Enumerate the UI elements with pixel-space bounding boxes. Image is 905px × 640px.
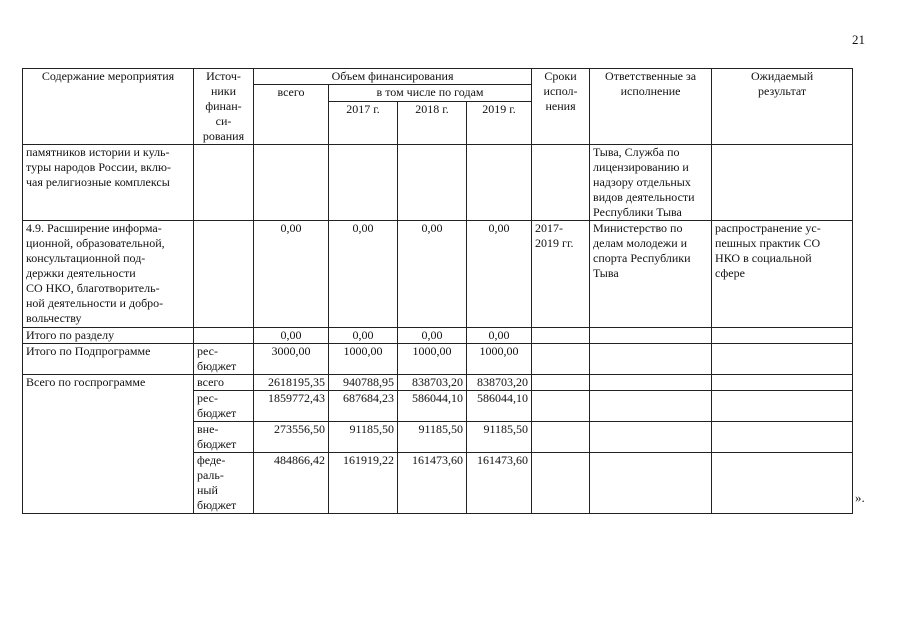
cell-2017: 91185,50: [329, 422, 398, 453]
cell-content: Итого по разделу: [23, 328, 194, 344]
cell-content: памятников истории и куль- туры народов России, вклю- чая религиозные комплексы: [23, 145, 194, 221]
header-terms: Сроки испол- нения: [532, 69, 590, 145]
cell-content: 4.9. Расширение информа- ционной, образовательной, консультационной под- держки деятельности СО НКО, благотворитель- ной деятельности и добро- вольчеству: [23, 221, 194, 328]
cell-source: феде- раль- ный бюджет: [194, 453, 254, 514]
cell-total: 1859772,43: [254, 391, 329, 422]
financing-table: [22, 68, 853, 514]
header-content: Содержание мероприятия: [23, 69, 194, 145]
table-row-program-total: [23, 375, 853, 391]
cell-2019: 1000,00: [467, 344, 532, 375]
cell-2019: 838703,20: [467, 375, 532, 391]
cell-2018: 838703,20: [398, 375, 467, 391]
header-year-2019: 2019 г.: [467, 102, 532, 145]
cell-2019: 0,00: [467, 328, 532, 344]
table-row-item-4-9: [23, 221, 853, 328]
header-source: Источ- ники финан- си- рования: [194, 69, 254, 145]
cell-2019: 0,00: [467, 221, 532, 328]
table-row-subprogram-total: [23, 344, 853, 375]
header-year-2018: 2018 г.: [398, 102, 467, 145]
cell-2017: 0,00: [329, 328, 398, 344]
header-total: всего: [254, 85, 329, 145]
cell-2017: 1000,00: [329, 344, 398, 375]
closing-quote: ».: [855, 490, 865, 505]
cell-2019: 91185,50: [467, 422, 532, 453]
table-row-section-total: [23, 328, 853, 344]
cell-total: 2618195,35: [254, 375, 329, 391]
header-result: Ожидаемый результат: [712, 69, 853, 145]
cell-total: 484866,42: [254, 453, 329, 514]
cell-source: рес- бюджет: [194, 391, 254, 422]
header-by-years: в том числе по годам: [329, 85, 532, 102]
cell-2018: 1000,00: [398, 344, 467, 375]
cell-total: 273556,50: [254, 422, 329, 453]
cell-2018: 91185,50: [398, 422, 467, 453]
cell-2017: 687684,23: [329, 391, 398, 422]
cell-2018: 586044,10: [398, 391, 467, 422]
header-financing: Объем финансирования: [254, 69, 532, 85]
cell-2018: 161473,60: [398, 453, 467, 514]
cell-terms: 2017- 2019 гг.: [532, 221, 590, 328]
cell-responsible: Министерство по делам молодежи и спорта Республики Тыва: [590, 221, 712, 328]
cell-total: 0,00: [254, 328, 329, 344]
header-year-2017: 2017 г.: [329, 102, 398, 145]
cell-2019: 161473,60: [467, 453, 532, 514]
cell-source: всего: [194, 375, 254, 391]
cell-content: Всего по госпрограмме: [23, 375, 194, 514]
cell-2017: 940788,95: [329, 375, 398, 391]
table-row-continuation: [23, 145, 853, 221]
cell-total: 0,00: [254, 221, 329, 328]
cell-result: распространение ус- пешных практик СО НКО в социальной сфере: [712, 221, 853, 328]
page-number: 21: [852, 32, 865, 47]
cell-2017: 161919,22: [329, 453, 398, 514]
cell-total: 3000,00: [254, 344, 329, 375]
cell-2019: 586044,10: [467, 391, 532, 422]
cell-responsible: Тыва, Служба по лицензированию и надзору отдельных видов деятельности Республики Тыва: [590, 145, 712, 221]
cell-source: рес- бюджет: [194, 344, 254, 375]
cell-source: вне- бюджет: [194, 422, 254, 453]
cell-2018: 0,00: [398, 328, 467, 344]
cell-2018: 0,00: [398, 221, 467, 328]
header-responsible: Ответственные за исполнение: [590, 69, 712, 145]
cell-2017: 0,00: [329, 221, 398, 328]
cell-content: Итого по Подпрограмме: [23, 344, 194, 375]
